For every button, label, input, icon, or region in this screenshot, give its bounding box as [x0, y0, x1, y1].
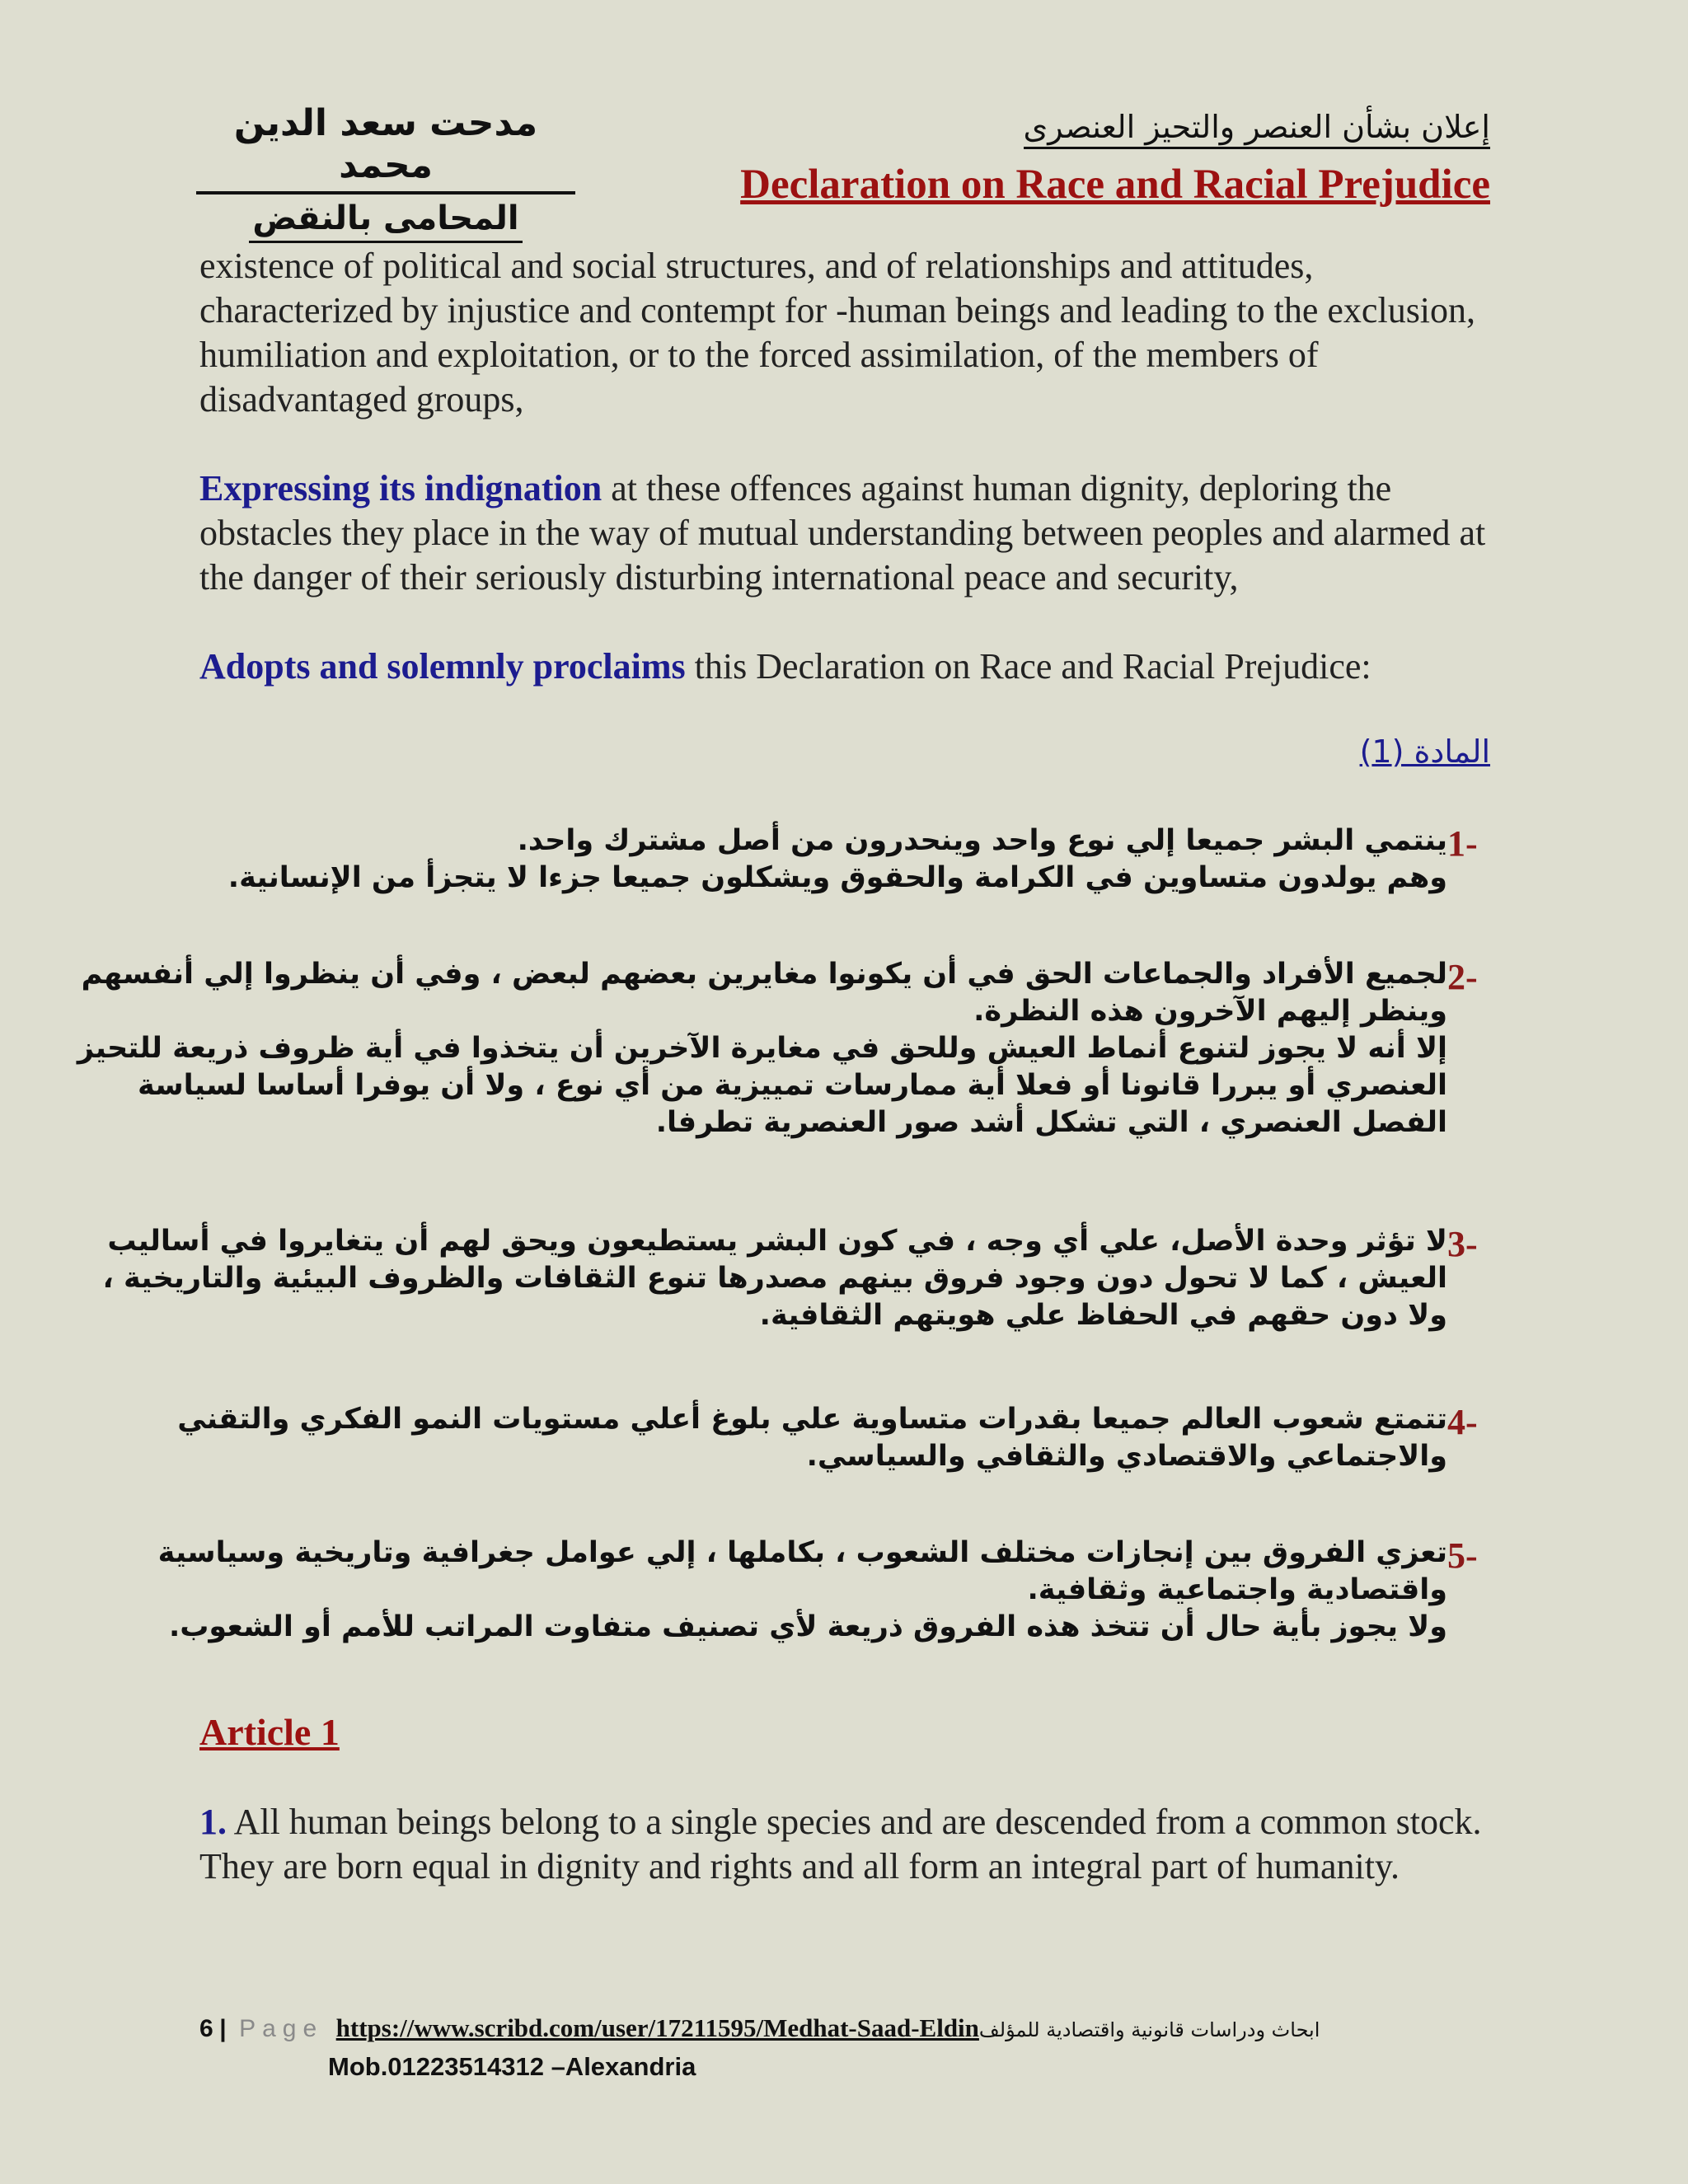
author-profile-link[interactable]: https://www.scribd.com/user/17211595/Medhat-Saad-Eldin: [335, 2013, 979, 2042]
item-line: وهم يولدون متساوين في الكرامة والحقوق ويشكلون جميعا جزءا لا يتجزأ من الإنسانية.: [227, 861, 1447, 894]
paragraph-text: this Declaration on Race and Racial Prejudice:: [685, 646, 1372, 687]
arabic-item-3: [102, 1223, 1490, 1334]
item-line: واقتصادية واجتماعية وثقافية.: [1027, 1573, 1447, 1606]
author-role: المحامى بالنقض: [249, 199, 522, 243]
page-number: 6: [199, 2015, 213, 2042]
title-english: Declaration on Race and Racial Prejudice: [740, 162, 1490, 208]
arabic-item-5: [157, 1535, 1490, 1646]
article-1-paragraph: [199, 1800, 1502, 1889]
item-number: 5-: [1447, 1535, 1478, 1576]
footer-arabic-text: ابحاث ودراسات قانونية واقتصادية للمؤلف: [978, 2018, 1320, 2041]
author-block: [196, 102, 575, 243]
page-footer: [199, 2013, 1320, 2043]
arabic-item-2: [77, 956, 1490, 1141]
item-line: والاجتماعي والاقتصادي والثقافي والسياسي.: [806, 1440, 1447, 1473]
document-title-block: [666, 109, 1490, 209]
article-item-text: All human beings belong to a single species and are descended from a common stock. They are born equal in dignity and rights and all form an integral part of humanity.: [199, 1802, 1482, 1886]
paragraph-existence: existence of political and social structures, and of relationships and attitudes, characterized by injustice and contempt for -human beings and leading to the exclusion, humiliation and exploitation, or to the forced assimilation, of the members of disadvantaged groups,: [199, 246, 1476, 419]
item-line: العنصري أو يبررا قانونا أو فعلا أية ممارسات تمييزية من أي نوع ، ولا أن يوفرا أساسا لسياسة: [138, 1069, 1447, 1102]
item-line: تتمتع شعوب العالم جميعا بقدرات متساوية علي بلوغ أعلي مستويات النمو الفكري والتقني: [177, 1403, 1447, 1436]
paragraph-indignation: [199, 466, 1502, 600]
article-item-number: 1.: [199, 1802, 227, 1842]
item-line: ولا يجوز بأية حال أن تتخذ هذه الفروق ذريعة لأي تصنيف متفاوت المراتب للأمم أو الشعوب.: [168, 1610, 1447, 1643]
paragraph-proclaims: [199, 644, 1502, 689]
title-arabic: إعلان بشأن العنصر والتحيز العنصرى: [1024, 109, 1490, 149]
item-line: الفصل العنصري ، التي تشكل أشد صور العنصرية تطرفا.: [655, 1106, 1447, 1139]
item-number: 4-: [1447, 1402, 1478, 1442]
item-number: 1-: [1447, 823, 1478, 864]
item-line: العيش ، كما لا تحول دون وجود فروق بينهم مصدرها تنوع الثقافات والظروف البيئية والتاريخية ،: [102, 1262, 1447, 1295]
item-line: وينظر إليهم الآخرون هذه النظرة.: [973, 995, 1447, 1028]
arabic-article-heading: المادة (1): [1359, 733, 1490, 770]
item-number: 2-: [1447, 957, 1478, 997]
item-number: 3-: [1447, 1224, 1478, 1264]
item-line: لا تؤثر وحدة الأصل، علي أي وجه ، في كون البشر يستطيعون ويحق لهم أن يتغايروا في أساليب: [107, 1225, 1447, 1258]
item-line: لجميع الأفراد والجماعات الحق في أن يكونوا مغايرين بعضهم لبعض ، وفي أن ينظروا إلي أنفسهم: [81, 958, 1447, 991]
lead-phrase: Expressing its indignation: [199, 468, 603, 509]
item-line: تعزي الفروق بين إنجازات مختلف الشعوب ، بكاملها ، إلي عوامل جغرافية وتاريخية وسياسية: [157, 1536, 1447, 1569]
paragraph-text: at these offences against human dignity, deploring the obstacles they place in the way of mutual understanding between peoples and alarmed at the danger of their seriously disturbing international peace and security,: [199, 468, 1486, 598]
lead-phrase: Adopts and solemnly proclaims: [199, 646, 686, 687]
item-line: إلا أنه لا يجوز لتنوع أنماط العيش وللحق في مغايرة الآخرين أن يتخذوا في أية ظروف ذريعة للتحيز: [77, 1032, 1447, 1065]
arabic-item-1: [171, 823, 1490, 897]
page-word: Page: [239, 2015, 324, 2042]
article-heading: Article 1: [199, 1711, 340, 1753]
footer-mobile: Mob.01223514312 –Alexandria: [328, 2052, 696, 2081]
page-separator: |: [219, 2015, 227, 2042]
item-line: ولا دون حقهم في الحفاظ علي هويتهم الثقافية.: [759, 1299, 1447, 1332]
item-line: ينتمي البشر جميعا إلي نوع واحد وينحدرون من أصل مشترك واحد.: [517, 824, 1447, 857]
arabic-item-4: [171, 1401, 1490, 1475]
author-name: مدحت سعد الدين محمد: [196, 102, 575, 194]
